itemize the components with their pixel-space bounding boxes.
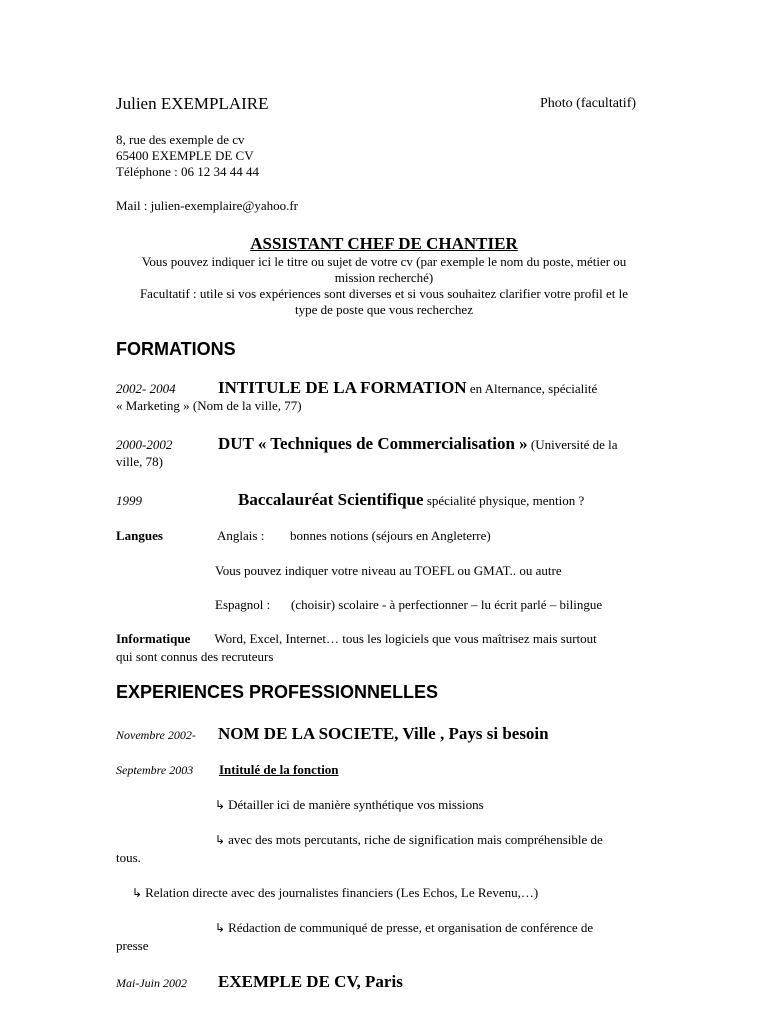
arrow-icon: ↳	[215, 833, 226, 847]
bullet-3: ↳ Relation directe avec des journalistes financiers (Les Echos, Le Revenu,…)	[132, 885, 539, 900]
job1-company: NOM DE LA SOCIETE, Ville , Pays si besoin	[218, 724, 549, 743]
informatique-label: Informatique	[116, 631, 191, 646]
arrow-icon: ↳	[215, 921, 226, 935]
job1-date-end: Septembre 2003	[116, 763, 194, 777]
bullet-2-line2: tous.	[116, 850, 141, 865]
bullet-2: ↳ avec des mots percutants, riche de signification mais compréhensible de	[215, 832, 603, 847]
title-block	[116, 234, 652, 318]
informatique-value: Word, Excel, Internet… tous les logiciels que vous maîtrisez mais surtout	[214, 631, 597, 646]
espagnol-value: (choisir) scolaire - à perfectionner – lu écrit parlé – bilingue	[291, 597, 603, 612]
address-line-1: 8, rue des exemple de cv	[116, 132, 245, 147]
arrow-icon: ↳	[132, 886, 143, 900]
email: Mail : julien-exemplaire@yahoo.fr	[116, 198, 298, 213]
formation-item-2-line2: ville, 78)	[116, 454, 163, 469]
informatique-line	[116, 631, 597, 647]
title-desc-1b: mission recherché)	[334, 270, 434, 285]
phone: Téléphone : 06 12 34 44 44	[116, 164, 259, 179]
niveau-text: Vous pouvez indiquer votre niveau au TOEFL ou GMAT.. ou autre	[215, 563, 562, 578]
job2-company: EXEMPLE DE CV, Paris	[218, 972, 403, 991]
espagnol-label: Espagnol :	[215, 597, 271, 612]
bullet-4: ↳ Rédaction de communiqué de presse, et organisation de conférence de	[215, 920, 594, 935]
candidate-name: Julien EXEMPLAIRE	[116, 94, 269, 113]
langues-label: Langues	[116, 528, 163, 543]
bullet-4-line2: presse	[116, 938, 149, 953]
cv-title: ASSISTANT CHEF DE CHANTIER	[250, 234, 518, 253]
job1-function: Intitulé de la fonction	[219, 762, 339, 777]
formation-item-2: 2000-2002 DUT « Techniques de Commercialisation » (Université de la	[116, 434, 618, 453]
title-desc-1a: Vous pouvez indiquer ici le titre ou sujet de votre cv (par exemple le nom du poste, métier ou	[141, 254, 627, 269]
formation-item-1: 2002- 2004 INTITULE DE LA FORMATION en Alternance, spécialité	[116, 378, 598, 397]
formation-item-1-line2: « Marketing » (Nom de la ville, 77)	[116, 398, 302, 413]
formations-heading: FORMATIONS	[116, 339, 236, 359]
informatique-line2: qui sont connus des recruteurs	[116, 649, 274, 664]
anglais-value: bonnes notions (séjours en Angleterre)	[290, 528, 491, 543]
title-desc-2a: Facultatif : utile si vos expériences sont diverses et si vous souhaitez clarifier votre profil et le	[139, 286, 629, 301]
anglais-label: Anglais :	[217, 528, 265, 543]
title-desc-2b: type de poste que vous recherchez	[295, 302, 473, 317]
experiences-heading: EXPERIENCES PROFESSIONNELLES	[116, 682, 439, 702]
address-line-2: 65400 EXEMPLE DE CV	[116, 148, 254, 163]
job2-date: Mai-Juin 2002	[116, 976, 187, 990]
formation-item-3: 1999 Baccalauréat Scientifique spécialité physique, mention ?	[116, 490, 585, 509]
arrow-icon: ↳	[215, 798, 226, 812]
photo-placeholder: Photo (facultatif)	[540, 96, 637, 111]
job1-date-start: Novembre 2002-	[116, 728, 196, 742]
bullet-1: ↳ Détailler ici de manière synthétique vos missions	[215, 797, 484, 812]
